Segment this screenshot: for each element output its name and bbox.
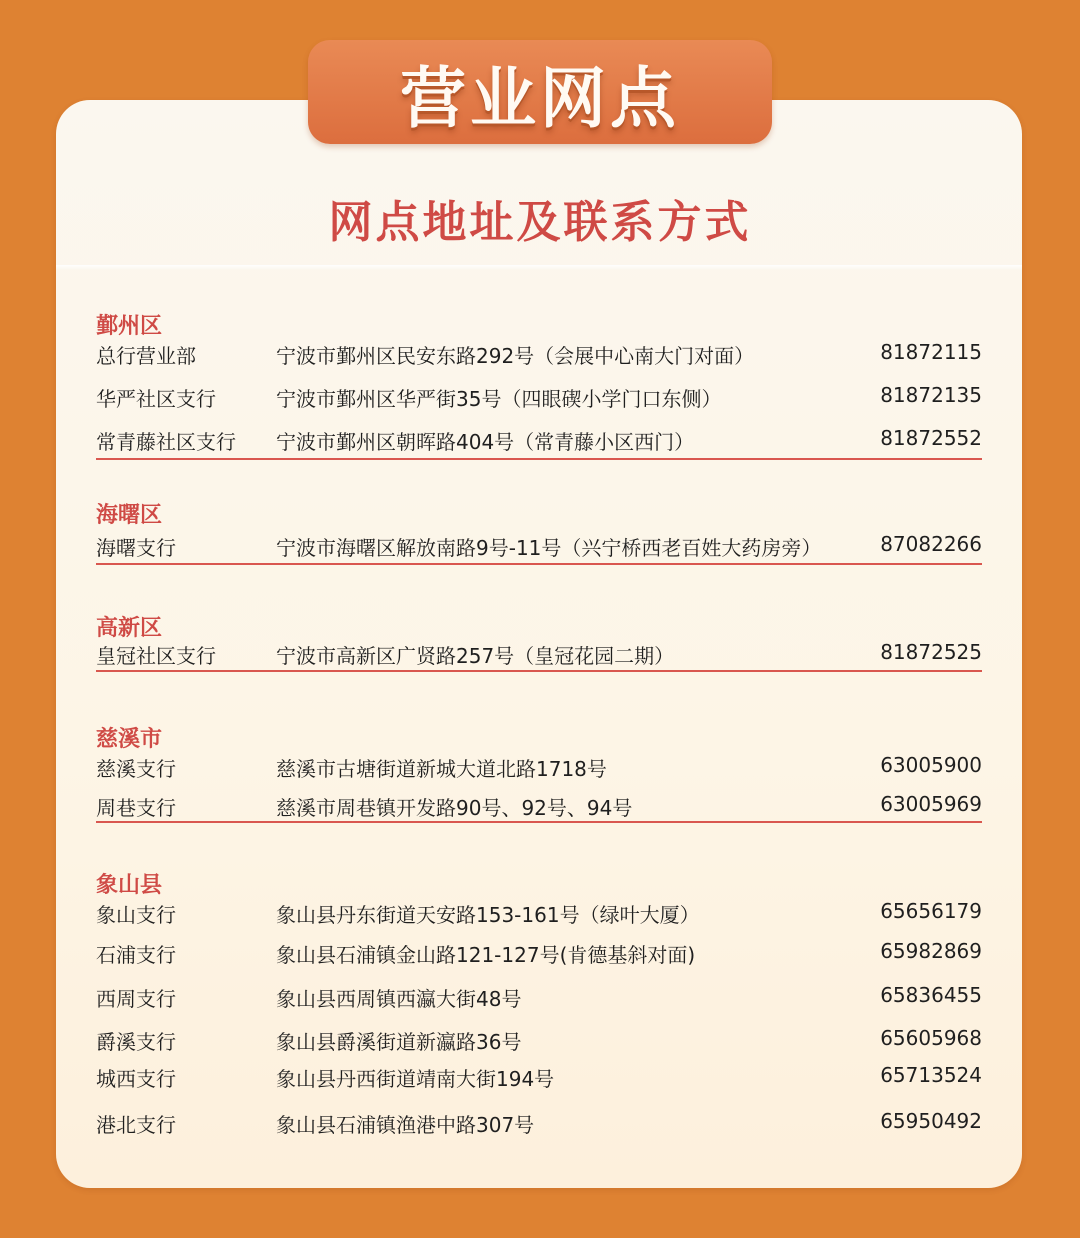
branch-row bbox=[0, 1063, 1080, 1091]
district-heading: 海曙区 bbox=[96, 503, 163, 528]
branch-row bbox=[0, 1109, 1080, 1137]
branch-name: 海曙支行 bbox=[96, 536, 176, 560]
branch-name: 皇冠社区支行 bbox=[96, 644, 216, 668]
branch-name: 石浦支行 bbox=[96, 943, 176, 967]
branch-address: 宁波市高新区广贤路257号（皇冠花园二期） bbox=[276, 644, 675, 668]
section-rule bbox=[96, 821, 982, 823]
branch-address: 慈溪市古塘街道新城大道北路1718号 bbox=[276, 757, 607, 781]
section-rule bbox=[96, 563, 982, 565]
branch-row bbox=[0, 939, 1080, 967]
section-rule bbox=[96, 670, 982, 672]
branch-row bbox=[0, 532, 1080, 560]
divider bbox=[56, 265, 1022, 270]
branch-row bbox=[0, 753, 1080, 781]
branch-phone: 63005969 bbox=[880, 792, 982, 816]
title-banner bbox=[308, 40, 772, 144]
branch-name: 港北支行 bbox=[96, 1113, 176, 1137]
branch-phone: 65656179 bbox=[880, 899, 982, 923]
branch-address: 宁波市海曙区解放南路9号-11号（兴宁桥西老百姓大药房旁） bbox=[276, 536, 822, 560]
branch-row bbox=[0, 426, 1080, 454]
branch-row bbox=[0, 899, 1080, 927]
branch-name: 象山支行 bbox=[96, 903, 176, 927]
page-subtitle: 网点地址及联系方式 bbox=[328, 197, 752, 248]
branch-address: 象山县丹东街道天安路153-161号（绿叶大厦） bbox=[276, 903, 700, 927]
branch-name: 爵溪支行 bbox=[96, 1030, 176, 1054]
branch-row bbox=[0, 383, 1080, 411]
section-rule bbox=[96, 458, 982, 460]
branch-name: 华严社区支行 bbox=[96, 387, 216, 411]
district-heading: 象山县 bbox=[96, 873, 163, 898]
branch-phone: 87082266 bbox=[880, 532, 982, 556]
branch-address: 宁波市鄞州区民安东路292号（会展中心南大门对面） bbox=[276, 344, 755, 368]
branch-name: 总行营业部 bbox=[96, 344, 196, 368]
branch-phone: 81872525 bbox=[880, 640, 982, 664]
branch-phone: 65982869 bbox=[880, 939, 982, 963]
branch-address: 宁波市鄞州区朝晖路404号（常青藤小区西门） bbox=[276, 430, 695, 454]
branch-row bbox=[0, 792, 1080, 820]
branch-row bbox=[0, 983, 1080, 1011]
branch-phone: 65836455 bbox=[880, 983, 982, 1007]
branch-phone: 65605968 bbox=[880, 1026, 982, 1050]
branch-name: 周巷支行 bbox=[96, 796, 176, 820]
branch-address: 象山县丹西街道靖南大街194号 bbox=[276, 1067, 555, 1091]
branch-name: 慈溪支行 bbox=[96, 757, 176, 781]
branch-name: 西周支行 bbox=[96, 987, 176, 1011]
district-heading: 鄞州区 bbox=[96, 314, 163, 339]
district-heading: 高新区 bbox=[96, 616, 163, 641]
branch-phone: 65713524 bbox=[880, 1063, 982, 1087]
branch-phone: 63005900 bbox=[880, 753, 982, 777]
branch-name: 常青藤社区支行 bbox=[96, 430, 236, 454]
branch-phone: 65950492 bbox=[880, 1109, 982, 1133]
branch-phone: 81872115 bbox=[880, 340, 982, 364]
branch-address: 象山县石浦镇金山路121-127号(肯德基斜对面) bbox=[276, 943, 696, 967]
branch-row bbox=[0, 340, 1080, 368]
branch-row bbox=[0, 1026, 1080, 1054]
page-title: 营业网点 bbox=[400, 59, 680, 137]
district-heading: 慈溪市 bbox=[96, 727, 163, 752]
branch-address: 象山县石浦镇渔港中路307号 bbox=[276, 1113, 535, 1137]
branch-name: 城西支行 bbox=[96, 1067, 176, 1091]
branch-address: 象山县爵溪街道新瀛路36号 bbox=[276, 1030, 522, 1054]
branch-address: 象山县西周镇西瀛大街48号 bbox=[276, 987, 522, 1011]
branch-row bbox=[0, 640, 1080, 668]
branch-address: 宁波市鄞州区华严街35号（四眼碶小学门口东侧） bbox=[276, 387, 722, 411]
branch-phone: 81872135 bbox=[880, 383, 982, 407]
branch-phone: 81872552 bbox=[880, 426, 982, 450]
branch-address: 慈溪市周巷镇开发路90号、92号、94号 bbox=[276, 796, 633, 820]
